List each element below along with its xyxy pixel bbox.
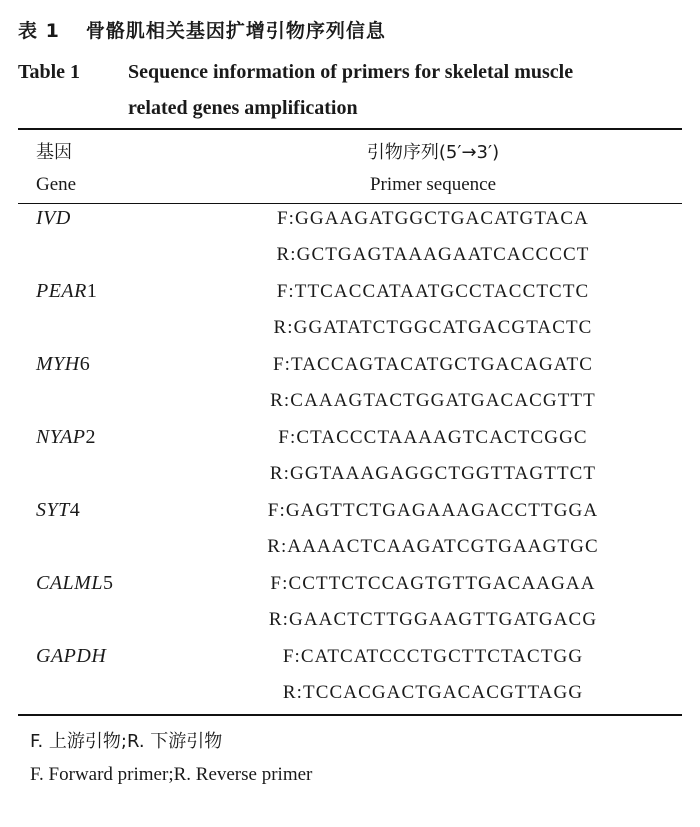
table-row <box>18 351 682 424</box>
header-row-cn <box>18 132 682 168</box>
gene-name: SYT4 <box>36 499 81 521</box>
reverse-primer: R:GAACTCTTGGAAGTTGATGACG <box>268 609 598 630</box>
table-number-en: Table 1 <box>18 61 81 83</box>
forward-primer: F:TTCACCATAATGCCTACCTCTC <box>276 281 590 302</box>
table-title-en-line1: Sequence information of primers for skeletal muscle <box>128 61 574 83</box>
table-row <box>18 424 682 497</box>
table-row <box>18 205 682 278</box>
reverse-primer: R:GGTAAAGAGGCTGGTTAGTTCT <box>269 463 597 484</box>
reverse-primer: R:GCTGAGTAAAGAATCACCCCT <box>276 244 590 265</box>
table-row <box>18 570 682 643</box>
header-primer-cn: 引物序列(5′→3′) <box>366 142 500 163</box>
header-gene-cn: 基因 <box>36 142 72 163</box>
table-note-en: F. Forward primer;R. Reverse primer <box>30 764 313 785</box>
header-row-en <box>18 168 682 204</box>
forward-primer: F:GGAAGATGGCTGACATGTACA <box>277 208 589 229</box>
table-row <box>18 643 682 716</box>
reverse-primer: R:GGATATCTGGCATGACGTACTC <box>273 317 593 338</box>
gene-name: CALML5 <box>36 572 114 594</box>
table-caption-en <box>18 54 682 126</box>
table-note-cn: F. 上游引物;R. 下游引物 <box>30 731 223 752</box>
header-primer-en: Primer sequence <box>369 174 497 195</box>
table-caption-cn <box>18 16 682 43</box>
gene-name: IVD <box>36 207 71 229</box>
forward-primer: F:CATCATCCCTGCTTCTACTGG <box>282 646 584 667</box>
table-row <box>18 497 682 570</box>
header-rule <box>18 203 682 204</box>
forward-primer: F:TACCAGTACATGCTGACAGATC <box>273 354 593 375</box>
table-title-cn: 骨骼肌相关基因扩增引物序列信息 <box>85 20 386 42</box>
bottom-rule <box>18 714 682 716</box>
gene-name: PEAR1 <box>36 280 98 302</box>
table-title-en-line2: related genes amplification <box>128 97 358 119</box>
reverse-primer: R:CAAAGTACTGGATGACACGTTT <box>270 390 596 411</box>
table-row <box>18 278 682 351</box>
forward-primer: F:CTACCCTAAAAGTCACTCGGC <box>278 427 588 448</box>
gene-name: NYAP2 <box>36 426 96 448</box>
reverse-primer: R:TCCACGACTGACACGTTAGG <box>282 682 584 703</box>
header-gene-en: Gene <box>36 174 77 195</box>
gene-name: GAPDH <box>36 645 107 667</box>
table-number-cn: 表 1 <box>18 20 60 42</box>
reverse-primer: R:AAAACTCAAGATCGTGAAGTGC <box>267 536 599 557</box>
forward-primer: F:GAGTTCTGAGAAAGACCTTGGA <box>267 500 599 521</box>
forward-primer: F:CCTTCTCCAGTGTTGACAAGAA <box>270 573 596 594</box>
table-body <box>18 205 682 716</box>
gene-name: MYH6 <box>36 353 91 375</box>
top-rule <box>18 128 682 130</box>
